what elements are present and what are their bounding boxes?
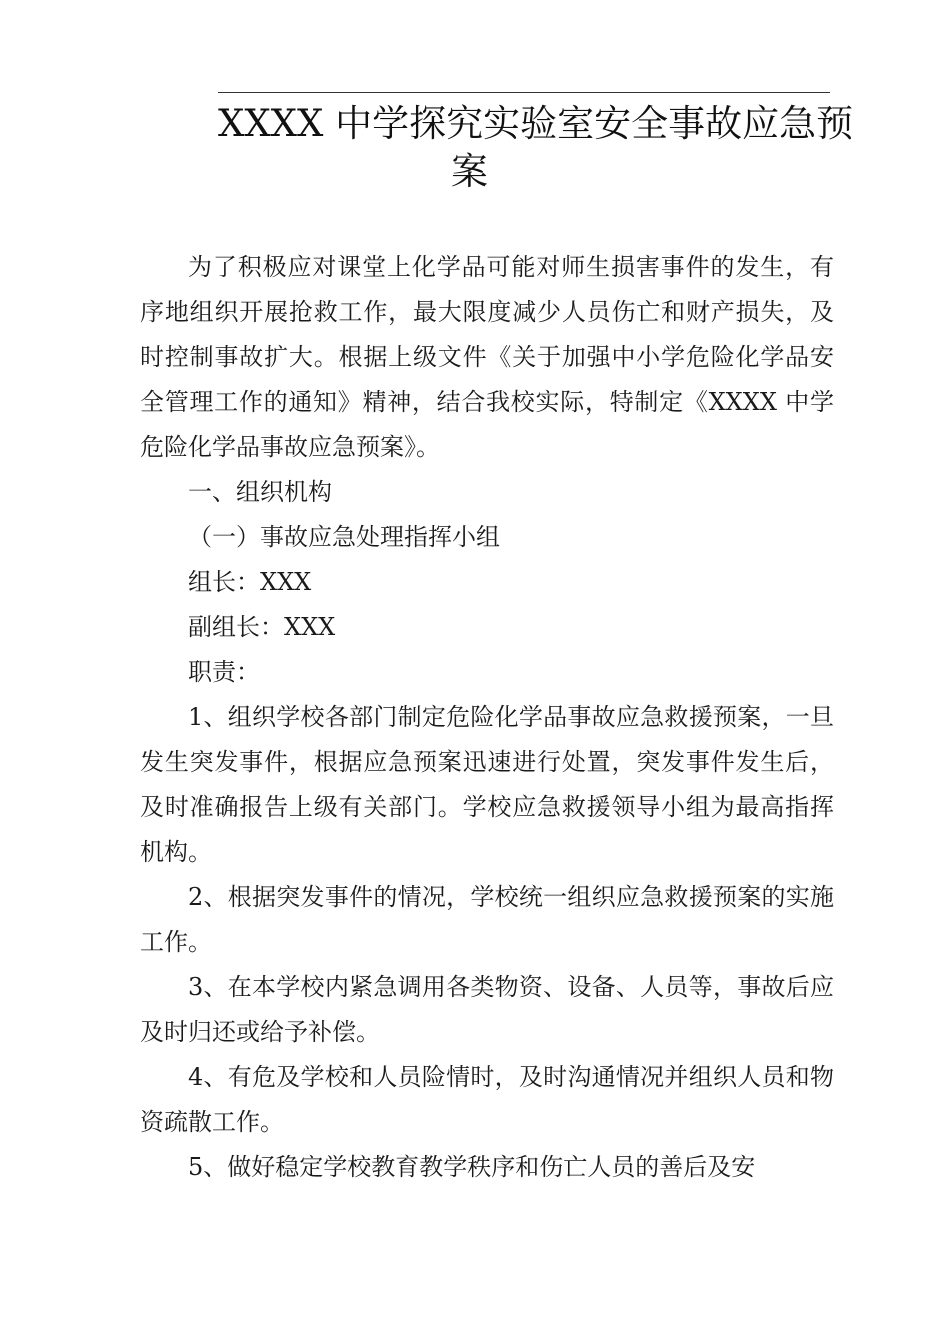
section-heading-organization: 一、组织机构 bbox=[188, 478, 332, 506]
subsection-heading-command-group: （一）事故应急处理指挥小组 bbox=[188, 523, 500, 551]
duty-item-4: 4、有危及学校和人员险情时，及时沟通情况并组织人员和物资疏散工作。 bbox=[140, 1063, 834, 1136]
duty-item-2: 2、根据突发事件的情况，学校统一组织应急救援预案的实施工作。 bbox=[140, 883, 834, 956]
intro-paragraph: 为了积极应对课堂上化学品可能对师生损害事件的发生，有序地组织开展抢救工作，最大限度减少人员伤亡和财产损失，及时控制事故扩大。根据上级文件《关于加强中小学危险化学品安全管理工作的通知》精神，结合我校实际，特制定《XXXX 中学危险化学品事故应急预案》。 bbox=[140, 253, 834, 461]
group-leader-line: 组长：XXX bbox=[188, 568, 312, 596]
document-body bbox=[140, 245, 834, 1190]
duties-heading: 职责： bbox=[188, 658, 260, 686]
duty-item-3: 3、在本学校内紧急调用各类物资、设备、人员等，事故后应及时归还或给予补偿。 bbox=[140, 973, 834, 1046]
document-title bbox=[140, 100, 900, 196]
duty-item-1: 1、组织学校各部门制定危险化学品事故应急救援预案，一旦发生突发事件，根据应急预案迅速进行处置，突发事件发生后，及时准确报告上级有关部门。学校应急救援领导小组为最高指挥机构。 bbox=[140, 703, 834, 866]
header-rule bbox=[218, 92, 830, 93]
title-line-2: 案 bbox=[451, 150, 488, 193]
duty-item-5: 5、做好稳定学校教育教学秩序和伤亡人员的善后及安 bbox=[188, 1153, 756, 1181]
deputy-leader-line: 副组长：XXX bbox=[188, 613, 336, 641]
title-line-1: XXXX 中学探究实验室安全事故应急预 bbox=[218, 102, 854, 145]
